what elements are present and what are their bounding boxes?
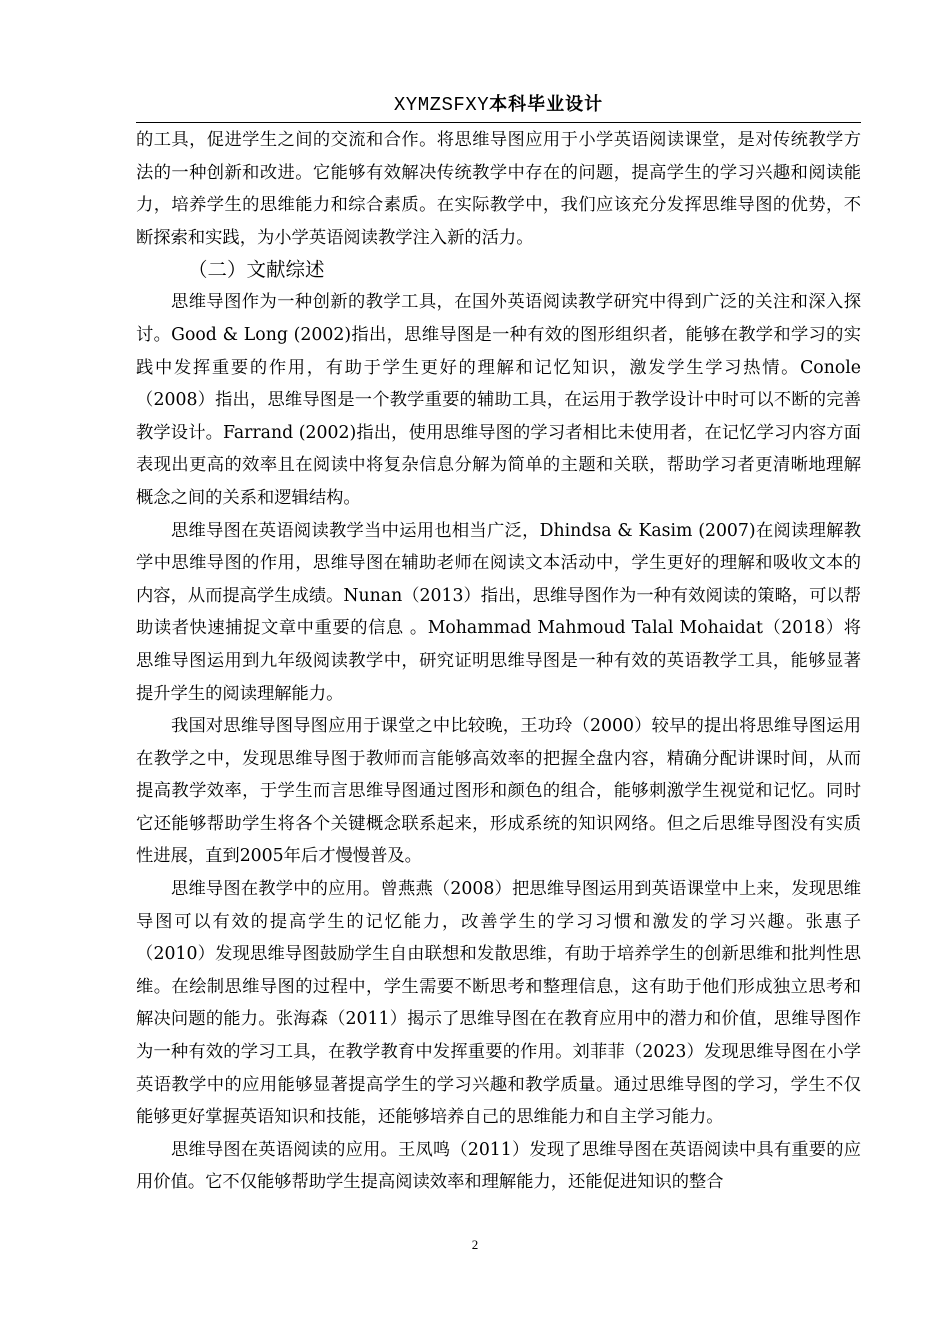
- body-text: [136, 124, 861, 1199]
- paragraph: 思维导图在教学中的应用。曾燕燕（2008）把思维导图运用到英语课堂中上来，发现思维导图可以有效的提高学生的记忆能力，改善学生的学习习惯和激发的学习兴趣。张惠子（2010）发现思维导图鼓励学生自由联想和发散思维，有助于培养学生的创新思维和批判性思维。在绘制思维导图的过程中，学生需要不断思考和整理信息，这有助于他们形成独立思考和解决问题的能力。张海森（2011）揭示了思维导图在在教育应用中的潜力和价值，思维导图作为一种有效的学习工具，在教学教育中发挥重要的作用。刘菲菲（2023）发现思维导图在小学英语教学中的应用能够显著提高学生的学习兴趣和教学质量。通过思维导图的学习，学生不仅能够更好掌握英语知识和技能，还能够培养自己的思维能力和自主学习能力。: [136, 879, 861, 1128]
- paragraph-continuation: 的工具，促进学生之间的交流和合作。将思维导图应用于小学英语阅读课堂，是对传统教学方法的一种创新和改进。它能够有效解决传统教学中存在的问题，提高学生的学习兴趣和阅读能力，培养学生的思维能力和综合素质。在实际教学中，我们应该充分发挥思维导图的优势，不断探索和实践，为小学英语阅读教学注入新的活力。: [136, 130, 861, 248]
- section-heading: （二）文献综述: [188, 258, 325, 282]
- paragraph: 思维导图在英语阅读教学当中运用也相当广泛，Dhindsa & Kasim (2007)在阅读理解教学中思维导图的作用，思维导图在辅助老师在阅读文本活动中，学生更好的理解和吸收文本的内容，从而提高学生成绩。Nunan（2013）指出，思维导图作为一种有效阅读的策略，可以帮助读者快速捕捉文章中重要的信息 。Mohammad Mahmoud Talal Mohaidat（2018）将思维导图运用到九年级阅读教学中，研究证明思维导图是一种有效的英语教学工具，能够显著提升学生的阅读理解能力。: [136, 520, 861, 704]
- header-code: XYMZSFXY: [393, 94, 490, 116]
- paragraph: 我国对思维导图导图应用于课堂之中比较晚，王功玲（2000）较早的提出将思维导图运用在教学之中，发现思维导图于教师而言能够高效率的把握全盘内容，精确分配讲课时间，从而提高教学效率，于学生而言思维导图通过图形和颜色的组合，能够刺激学生视觉和记忆。同时它还能够帮助学生将各个关键概念联系起来，形成系统的知识网络。但之后思维导图没有实质性进展，直到2005年后才慢慢普及。: [136, 716, 861, 867]
- page-number: 2: [471, 1237, 479, 1252]
- page-header: [136, 88, 861, 123]
- paragraph: 思维导图作为一种创新的教学工具，在国外英语阅读教学研究中得到广泛的关注和深入探讨。Good & Long (2002)指出，思维导图是一种有效的图形组织者，能够在教学和学习的实践中发挥重要的作用，有助于学生更好的理解和记忆知识，激发学生学习热情。Conole（2008）指出，思维导图是一个教学重要的辅助工具，在运用于教学设计中时可以不断的完善教学设计。Farrand (2002)指出，使用思维导图的学习者相比未使用者，在记忆学习内容方面表现出更高的效率且在阅读中将复杂信息分解为简单的主题和关联，帮助学习者更清晰地理解概念之间的关系和逻辑结构。: [136, 292, 861, 508]
- header-title: 本科毕业设计: [489, 94, 604, 115]
- paragraph: 思维导图在英语阅读的应用。王凤鸣（2011）发现了思维导图在英语阅读中具有重要的应用价值。它不仅能够帮助学生提高阅读效率和理解能力，还能促进知识的整合: [136, 1139, 861, 1193]
